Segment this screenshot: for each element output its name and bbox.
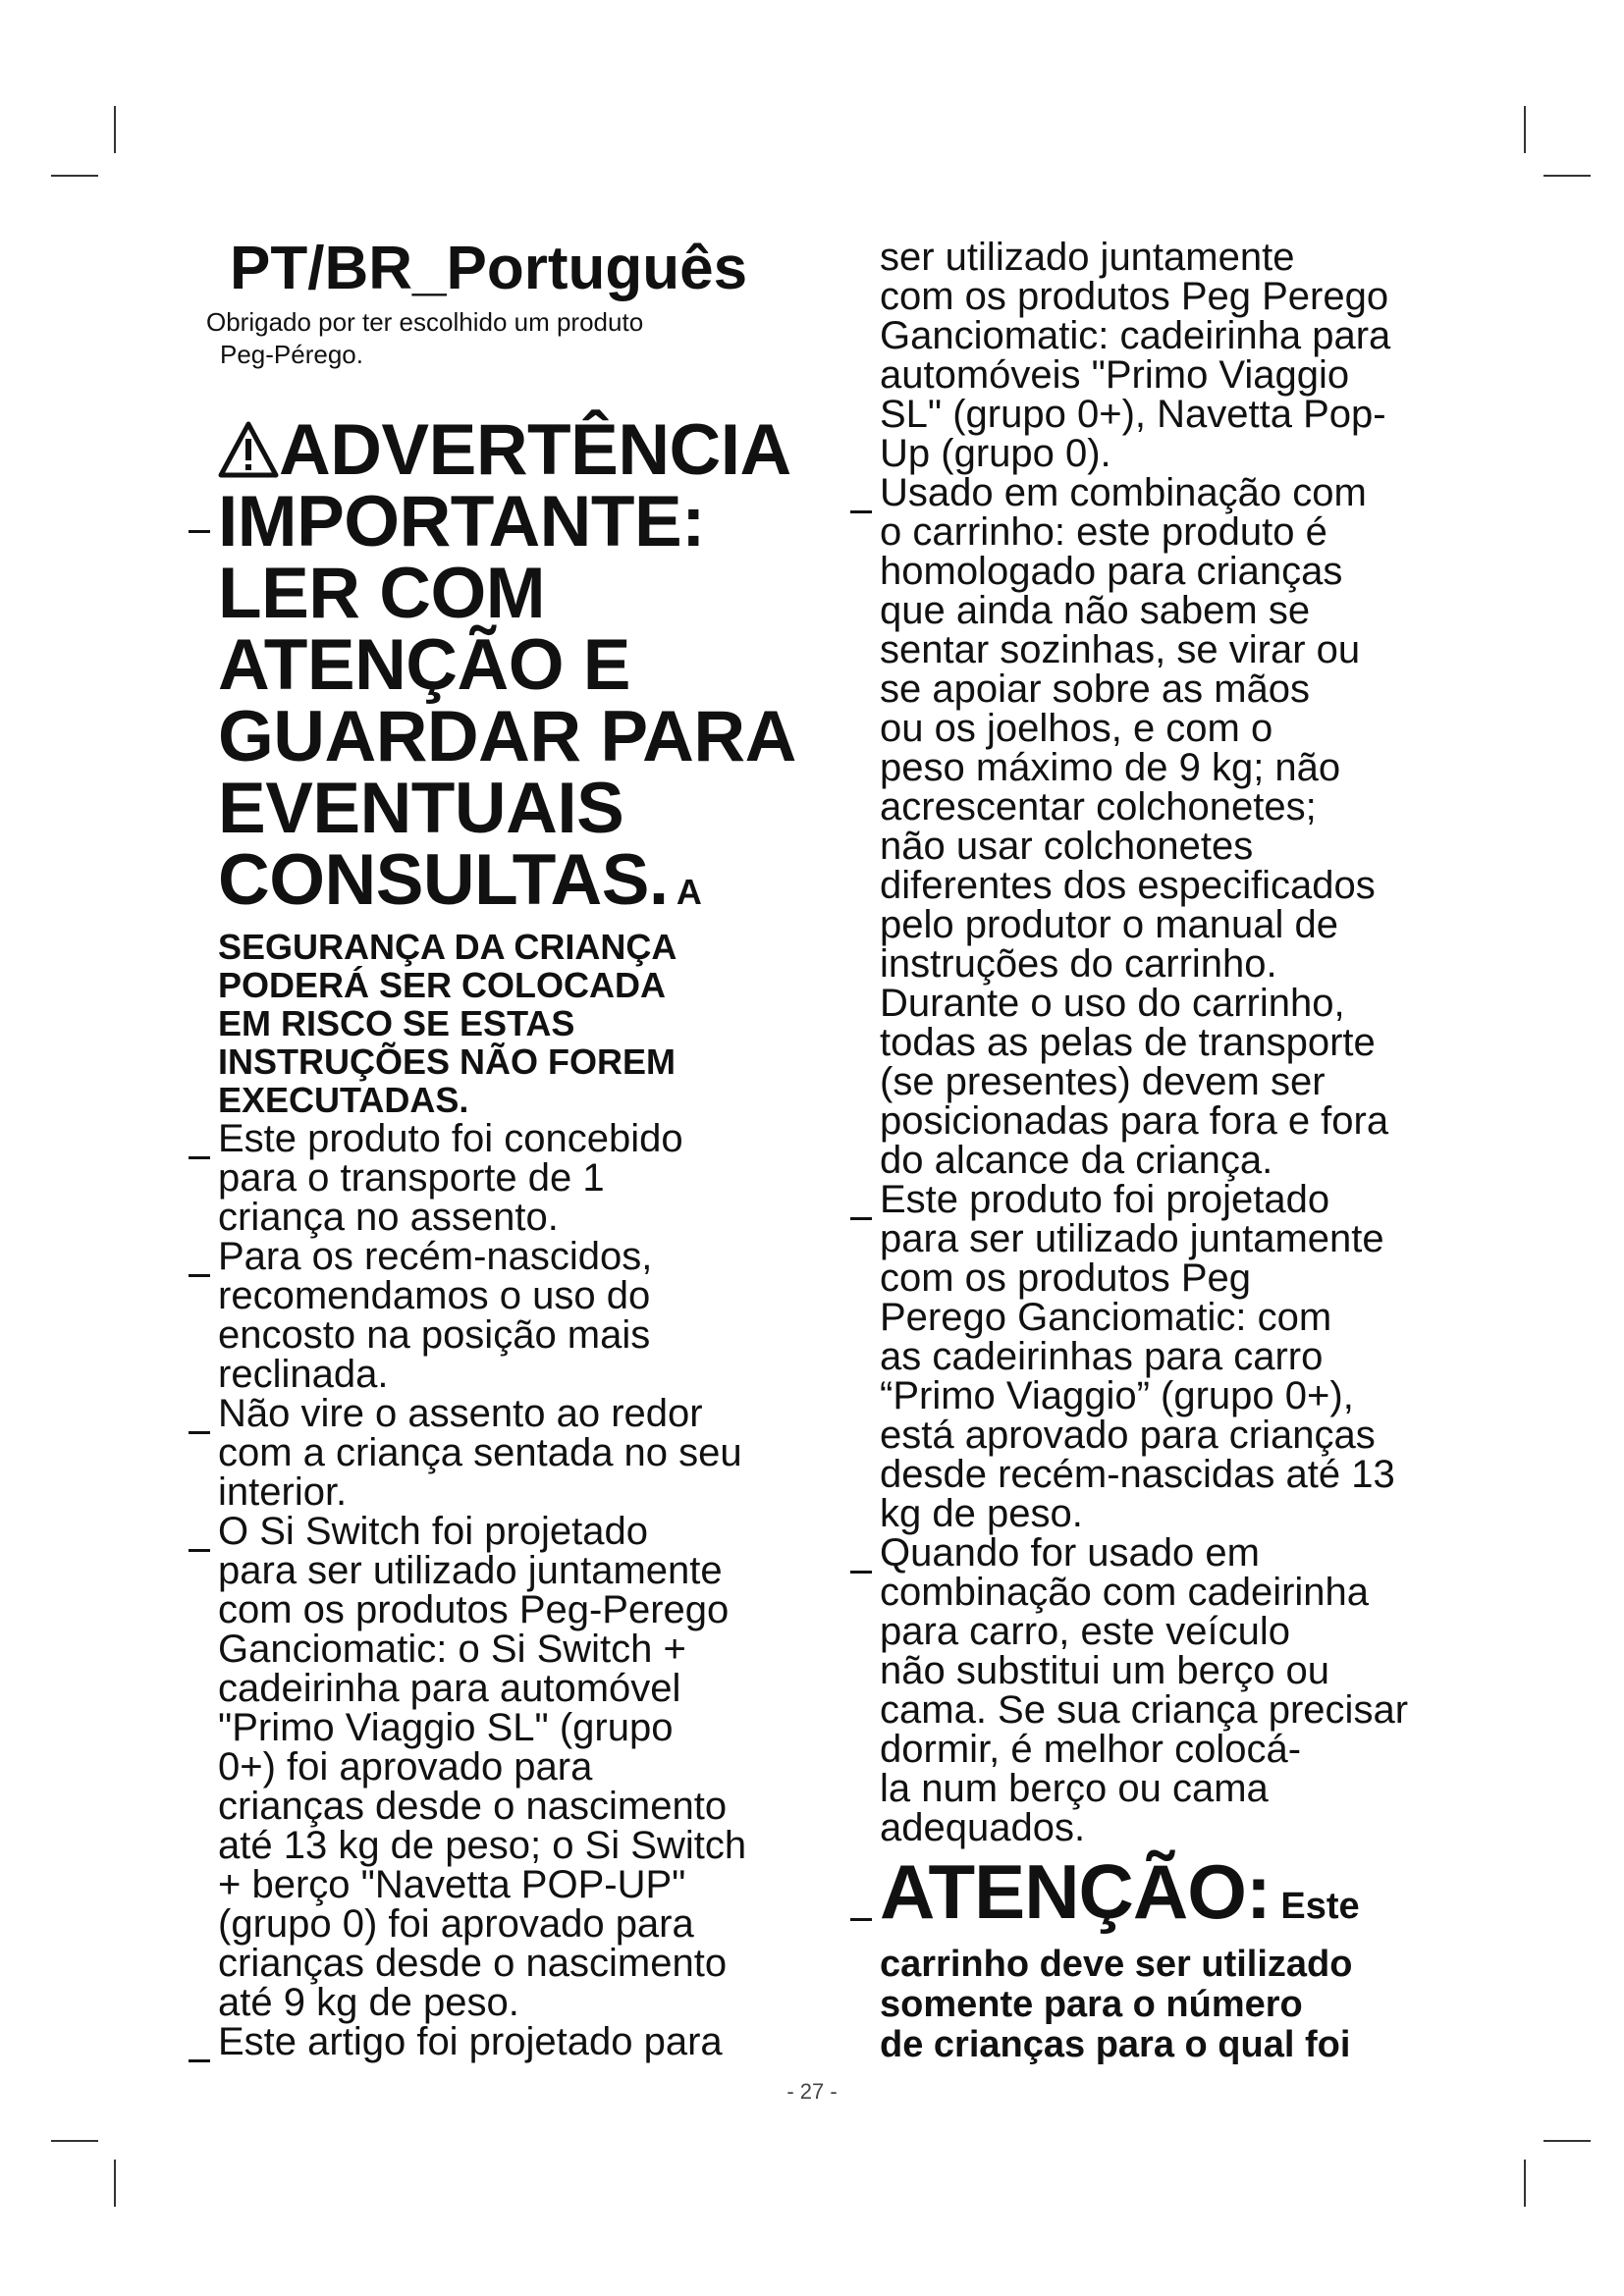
text-line: posicionadas para fora e fora — [880, 1099, 1389, 1143]
text-line: diferentes dos especificados — [880, 864, 1376, 907]
text-line: kg de peso. — [880, 1492, 1083, 1535]
text-line: para ser utilizado juntamente — [218, 1549, 723, 1592]
paragraph — [218, 1119, 817, 1237]
warning-line: ATENÇÃO E — [218, 625, 630, 705]
text-line: crianças desde o nascimento — [218, 1785, 728, 1828]
crop-mark — [51, 2140, 98, 2142]
text-line: 0+) foi aprovado para — [218, 1745, 593, 1789]
warning-subline: INSTRUÇÕES NÃO FOREM — [218, 1041, 677, 1082]
text-line: não usar colchonetes — [880, 825, 1254, 868]
attention-block — [880, 1848, 1469, 2065]
text-line: ou os joelhos, e com o — [880, 707, 1273, 750]
text-line: pelo produtor o manual de — [880, 903, 1338, 946]
attention-line: somente para o número — [880, 1984, 1303, 2025]
text-line: que ainda não sabem se — [880, 589, 1311, 632]
text-line: instruções do carrinho. — [880, 942, 1277, 986]
text-line: recomendamos o uso do — [218, 1274, 651, 1317]
text-line: automóveis "Primo Viaggio — [880, 353, 1350, 397]
warning-subline: SEGURANÇA DA CRIANÇA — [218, 927, 677, 967]
text-line: ser utilizado juntamente — [880, 236, 1295, 279]
warning-line — [218, 410, 817, 490]
text-line: reclinada. — [218, 1353, 389, 1396]
warning-block — [218, 410, 817, 1120]
text-line: está aprovado para crianças — [880, 1414, 1376, 1457]
text-line: todas as pelas de transporte — [880, 1021, 1376, 1064]
attention-line: de crianças para o qual foi — [880, 2024, 1351, 2065]
text-line: O Si Switch foi projetado — [218, 1510, 648, 1553]
text-line: se apoiar sobre as mãos — [880, 667, 1311, 711]
bullet-dash — [850, 1571, 872, 1574]
warning-word: ADVERTÊNCIA — [279, 410, 791, 490]
warning-subline: EM RISCO SE ESTAS — [218, 1003, 575, 1043]
warning-lead: A — [668, 872, 702, 912]
text-line: encosto na posição mais — [218, 1313, 651, 1357]
warning-heading — [218, 410, 817, 928]
text-line: Não vire o assento ao redor — [218, 1392, 703, 1435]
text-line: “Primo Viaggio” (grupo 0+), — [880, 1374, 1354, 1417]
bullet-dash — [189, 1431, 210, 1434]
text-line: com os produtos Peg Perego — [880, 275, 1389, 318]
page-title: PT/BR_Português — [230, 235, 748, 302]
crop-mark — [114, 106, 116, 153]
text-line: Este produto foi projetado — [880, 1178, 1330, 1221]
bullet-dash — [850, 1217, 872, 1220]
text-line: Ganciomatic: o Si Switch + — [218, 1628, 686, 1671]
paragraph — [218, 1237, 817, 1394]
paragraph — [880, 1180, 1469, 1533]
text-line: para o transporte de 1 — [218, 1156, 605, 1200]
bullet-dash — [189, 1274, 210, 1277]
warning-subline: PODERÁ SER COLOCADA — [218, 965, 667, 1005]
bullet-dash — [189, 1156, 210, 1159]
text-line: interior. — [218, 1470, 348, 1514]
left-column — [206, 234, 817, 2063]
text-line: para ser utilizado juntamente — [880, 1217, 1384, 1260]
text-line: Para os recém-nascidos, — [218, 1235, 653, 1278]
paragraph — [218, 1512, 817, 2022]
crop-mark — [51, 175, 98, 177]
paragraph — [218, 2022, 817, 2061]
warning-subline: EXECUTADAS. — [218, 1080, 469, 1120]
crop-mark — [114, 2160, 116, 2207]
text-line: combinação com cadeirinha — [880, 1571, 1370, 1614]
text-line: adequados. — [880, 1806, 1086, 1849]
bullet-dash — [850, 1918, 872, 1921]
text-line: Quando for usado em — [880, 1531, 1260, 1575]
text-line: homologado para crianças — [880, 550, 1343, 593]
text-line: (grupo 0) foi aprovado para — [218, 1902, 694, 1946]
text-line: criança no assento. — [218, 1196, 559, 1239]
paragraph-continuation — [880, 238, 1469, 473]
attention-heading — [880, 1848, 1469, 1945]
text-line: Durante o uso do carrinho, — [880, 982, 1345, 1025]
paragraph — [880, 473, 1469, 1180]
warning-line: GUARDAR PARA — [218, 697, 796, 776]
warning-line: EVENTUAIS — [218, 769, 624, 848]
text-line: crianças desde o nascimento — [218, 1942, 728, 1985]
text-line: Up (grupo 0). — [880, 432, 1111, 475]
warning-line — [218, 840, 817, 928]
crop-mark — [1543, 2140, 1591, 2142]
text-line: até 9 kg de peso. — [218, 1981, 519, 2024]
text-line: peso máximo de 9 kg; não — [880, 746, 1341, 789]
bullet-dash — [189, 2059, 210, 2062]
text-line: cadeirinha para automóvel — [218, 1667, 681, 1710]
crop-mark — [1543, 175, 1591, 177]
bullet-dash — [850, 510, 872, 513]
text-line: "Primo Viaggio SL" (grupo — [218, 1706, 674, 1749]
text-line: do alcance da criança. — [880, 1139, 1273, 1182]
attention-word: ATENÇÃO: — [880, 1848, 1271, 1935]
text-line: sentar sozinhas, se virar ou — [880, 628, 1361, 671]
crop-mark — [1524, 2160, 1526, 2207]
text-line: Usado em combinação com — [880, 471, 1367, 514]
text-line: Este produto foi concebido — [218, 1117, 683, 1160]
thanks-text — [206, 306, 817, 371]
warning-line: IMPORTANTE: — [218, 482, 705, 561]
text-line: não substitui um berço ou — [880, 1649, 1330, 1692]
text-line: la num berço ou cama — [880, 1767, 1269, 1810]
text-line: acrescentar colchonetes; — [880, 785, 1317, 828]
text-line: com os produtos Peg-Perego — [218, 1588, 730, 1631]
paragraph — [880, 1533, 1469, 1847]
text-line: + berço "Navetta POP-UP" — [218, 1863, 686, 1906]
warning-line: LER COM — [218, 554, 546, 633]
bullet-dash — [189, 1549, 210, 1552]
thanks-line: Peg-Pérego. — [220, 340, 363, 369]
crop-mark — [1524, 106, 1526, 153]
text-line: o carrinho: este produto é — [880, 510, 1327, 554]
page-number: - 27 - — [786, 2079, 838, 2104]
text-line: cama. Se sua criança precisar — [880, 1688, 1409, 1732]
text-line: Este artigo foi projetado para — [218, 2020, 723, 2063]
text-line: Perego Ganciomatic: com — [880, 1296, 1332, 1339]
attention-line: carrinho deve ser utilizado — [880, 1944, 1353, 1985]
text-line: com os produtos Peg — [880, 1256, 1251, 1300]
text-line: Ganciomatic: cadeirinha para — [880, 314, 1391, 357]
text-line: SL" (grupo 0+), Navetta Pop- — [880, 393, 1386, 436]
text-line: desde recém-nascidas até 13 — [880, 1453, 1395, 1496]
attention-lead: Este — [1270, 1886, 1360, 1927]
text-line: até 13 kg de peso; o Si Switch — [218, 1824, 747, 1867]
text-line: para carro, este veículo — [880, 1610, 1290, 1653]
warning-triangle-icon — [218, 421, 279, 478]
warning-subtext — [218, 928, 817, 1119]
attention-text — [880, 1945, 1469, 2065]
text-line: as cadeirinhas para carro — [880, 1335, 1324, 1378]
bullet-dash — [189, 530, 210, 533]
text-line: dormir, é melhor colocá- — [880, 1728, 1302, 1771]
thanks-line: Obrigado por ter escolhido um produto — [206, 307, 644, 337]
text-line: (se presentes) devem ser — [880, 1060, 1326, 1103]
paragraph — [218, 1394, 817, 1512]
text-line: com a criança sentada no seu — [218, 1431, 742, 1474]
right-column — [880, 238, 1469, 2065]
warning-word: CONSULTAS. — [218, 840, 669, 920]
